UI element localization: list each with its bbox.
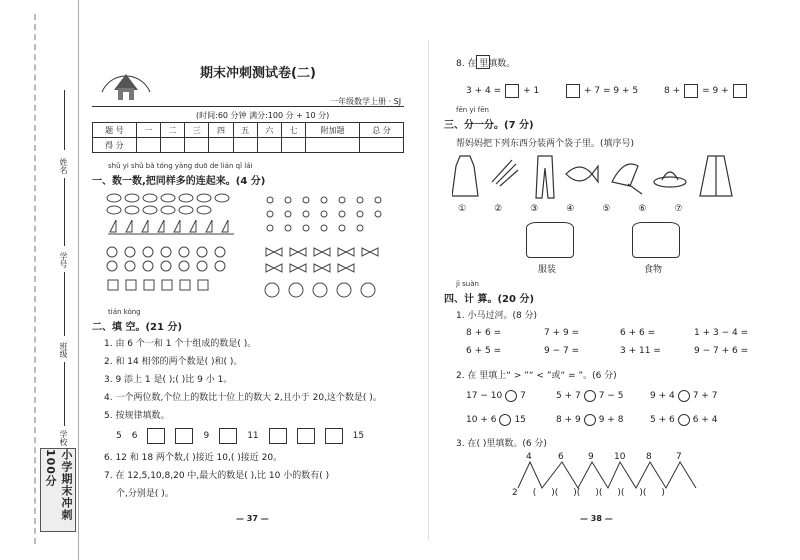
score-table: [92, 122, 404, 153]
eq-text: = 9 +: [702, 86, 729, 96]
seq-answer-box[interactable]: [297, 428, 315, 444]
cmp-left: 17 − 10: [466, 391, 503, 401]
zig-top-5: 8: [646, 452, 652, 462]
q8-equation-3: [664, 84, 747, 98]
score-input[interactable]: [306, 138, 360, 153]
compare-2: [556, 390, 623, 402]
score-input[interactable]: [257, 138, 281, 153]
seq-number: 11: [247, 431, 259, 441]
snail-row: [265, 283, 375, 297]
cmp-right: 7: [520, 391, 526, 401]
s3-pinyin: fēn yi fēn: [456, 106, 489, 114]
calc-4: 1 + 3 − 4 =: [694, 328, 749, 338]
s2-header: 二、填 空。(21 分): [92, 322, 183, 333]
score-input[interactable]: [233, 138, 257, 153]
compare-circle[interactable]: [584, 414, 596, 426]
count-group-right: [262, 190, 402, 302]
item-label: ④: [566, 204, 575, 214]
tortoise-row: [107, 194, 229, 214]
calc-3: 6 + 6 =: [620, 328, 656, 338]
count-group-left: [104, 190, 244, 300]
score-cell: 五: [233, 123, 257, 138]
page-divider: [428, 40, 429, 540]
eq-answer-box[interactable]: [733, 84, 747, 98]
page-number-right: — 38 —: [580, 514, 613, 523]
calc-2: 7 + 9 =: [544, 328, 580, 338]
score-input[interactable]: [281, 138, 305, 153]
cmp-right: 7 + 7: [692, 391, 718, 401]
score-table-header-row: [93, 123, 404, 138]
zig-top-3: 9: [588, 452, 594, 462]
score-input[interactable]: [209, 138, 233, 153]
s4-header: 四、计 算。(20 分): [444, 294, 535, 305]
score-cell: 七: [281, 123, 305, 138]
score-cell: 一: [136, 123, 160, 138]
calc-1: 8 + 6 =: [466, 328, 502, 338]
dress-icon: [452, 156, 478, 196]
zig-bottom-row: [512, 488, 665, 498]
zig-top-6: 7: [676, 452, 682, 462]
s4-part-3: 3. 在( )里填数。(6 分): [456, 439, 547, 449]
s2-question-6: 6. 12 和 18 两个数,( )接近 10,( )接近 20。: [104, 453, 283, 463]
side-brand-logo: 小学期末冲刺100分: [40, 448, 76, 532]
score-cell: 二: [161, 123, 185, 138]
name-line: [64, 90, 65, 150]
item-label: ⑤: [602, 204, 611, 214]
title-rule: [92, 106, 404, 107]
food-bag-label: 食物: [644, 265, 663, 275]
s2-pinyin: tián kòng: [108, 308, 141, 316]
s2-question-3: 3. 9 添上 1 是( );( )比 9 小 1。: [104, 375, 233, 385]
zig-bottom-blank[interactable]: )(: [639, 488, 647, 498]
key-row: [267, 197, 381, 231]
coat-icon: [700, 156, 732, 196]
bow-row: [266, 248, 378, 272]
compare-circle[interactable]: [678, 414, 690, 426]
score-table-score-row: [93, 138, 404, 153]
eq-answer-box[interactable]: [505, 84, 519, 98]
name-label: 姓名: [59, 158, 68, 174]
item-label: ①: [458, 204, 467, 214]
score-cell: 四: [209, 123, 233, 138]
seq-number: 15: [352, 431, 365, 441]
seq-number: 5: [116, 431, 122, 441]
vegetables-icon: [492, 160, 518, 186]
score-input[interactable]: [161, 138, 185, 153]
score-input[interactable]: [185, 138, 209, 153]
compare-1: [466, 390, 526, 402]
page-number-left: — 37 —: [236, 514, 269, 523]
eq-text: 8 +: [664, 86, 681, 96]
calc-6: 9 − 7 =: [544, 346, 580, 356]
bug-row: [108, 280, 208, 290]
left-pictures: [104, 190, 244, 300]
calc-8: 9 − 7 + 6 =: [694, 346, 749, 356]
s3-items-graphic: [452, 152, 742, 202]
score-input[interactable]: [136, 138, 160, 153]
s4-pinyin: jì suàn: [456, 280, 479, 288]
ham-icon: [612, 164, 642, 194]
cmp-left: 5 + 7: [556, 391, 581, 401]
s4-part-2: 2. 在 里填上“ > ”“ < ”或“ = ”。(6 分): [456, 371, 617, 381]
q8-header-text: 8. 在 里填数。: [456, 59, 516, 69]
cmp-right: 7 − 5: [598, 391, 624, 401]
score-cell: 得 分: [93, 138, 137, 153]
zig-bottom-blank[interactable]: ): [661, 488, 665, 498]
score-cell: 三: [185, 123, 209, 138]
class-line: [64, 272, 65, 336]
s3-instruction: 帮妈妈把下列东西分装两个袋子里。(填序号): [456, 139, 635, 149]
zig-top-2: 6: [558, 452, 564, 462]
brand-badge-graphic: [96, 52, 156, 108]
brand-badge: [96, 52, 156, 108]
compare-circle[interactable]: [584, 390, 596, 402]
compare-3: [650, 390, 717, 402]
school-line: [64, 362, 65, 426]
seq-number: 9: [203, 431, 210, 441]
zig-bottom-blank[interactable]: )(: [617, 488, 625, 498]
cmp-right: 15: [514, 415, 526, 425]
s3-items: [452, 152, 742, 202]
score-input[interactable]: [360, 138, 404, 153]
s2-question-1: 1. 由 6 个一和 1 个十组成的数是( )。: [104, 339, 257, 349]
s2-question-5: 5. 按规律填数。: [104, 411, 170, 421]
eq-text: + 1: [523, 86, 540, 96]
s2-question-7b: 个,分别是( )。: [116, 489, 174, 499]
cmp-left: 10 + 6: [466, 415, 497, 425]
compare-circle[interactable]: [499, 414, 511, 426]
clothing-bag[interactable]: [526, 222, 574, 258]
s2-sequence: [116, 428, 364, 444]
binding-margin: [0, 0, 79, 560]
compare-6: [650, 414, 717, 426]
seq-answer-box[interactable]: [147, 428, 165, 444]
zig-bottom-blank[interactable]: (: [532, 488, 537, 498]
eq-text: + 7 = 9 + 5: [584, 86, 639, 96]
q8-equation-1: [466, 84, 539, 98]
calc-5: 6 + 5 =: [466, 346, 502, 356]
exam-subtitle: 一年级数学上册 · SJ: [330, 97, 402, 106]
eq-answer-box[interactable]: [566, 84, 580, 98]
cmp-left: 9 + 4: [650, 391, 675, 401]
s2-question-7a: 7. 在 12,5,10,8,20 中,最大的数是( ),比 10 小的数有( ): [104, 471, 330, 481]
zig-bottom-blank[interactable]: )(: [551, 488, 559, 498]
q8-equation-2: [566, 84, 638, 98]
clothing-bag-label: 服装: [538, 265, 557, 275]
compare-circle[interactable]: [505, 390, 517, 402]
zig-top-4: 10: [614, 452, 626, 462]
fish-icon: [566, 166, 598, 182]
seq-number: 6: [131, 431, 138, 441]
trousers-icon: [536, 156, 554, 198]
sailboat-row: [108, 220, 234, 234]
food-bag[interactable]: [632, 222, 680, 258]
cmp-right: 9 + 8: [598, 415, 624, 425]
zig-bottom-start: 2: [512, 488, 518, 498]
hat-icon: [654, 177, 686, 187]
s4-part-1: 1. 小马过河。(8 分): [456, 311, 538, 321]
cmp-left: 5 + 6: [650, 415, 675, 425]
school-label: 学校: [59, 430, 68, 446]
zig-bottom-blank[interactable]: )(: [595, 488, 603, 498]
time-info: (时间:60 分钟 满分:100 分 + 10 分): [196, 111, 330, 120]
score-cell: 题 号: [93, 123, 137, 138]
s3-header: 三、分一分。(7 分): [444, 120, 534, 131]
item-label: ③: [530, 204, 539, 214]
cmp-left: 8 + 9: [556, 415, 581, 425]
eq-answer-box[interactable]: [684, 84, 698, 98]
compare-4: [466, 414, 526, 426]
exam-title: 期末冲刺测试卷(二): [200, 66, 316, 81]
calc-7: 3 + 11 =: [620, 346, 661, 356]
q8-header-box-icon: [476, 55, 490, 69]
zig-top-1: 4: [526, 452, 532, 462]
seq-answer-box[interactable]: [219, 428, 237, 444]
class-label: 班级: [59, 342, 68, 358]
item-label: ②: [494, 204, 503, 214]
seq-answer-box[interactable]: [175, 428, 193, 444]
score-cell: 附加题: [306, 123, 360, 138]
seq-answer-box[interactable]: [325, 428, 343, 444]
right-pictures: [262, 190, 402, 302]
item-label: ⑥: [638, 204, 647, 214]
eq-text: 3 + 4 =: [466, 86, 502, 96]
cmp-right: 6 + 4: [692, 415, 718, 425]
compare-5: [556, 414, 623, 426]
zig-bottom-blank[interactable]: )(: [573, 488, 581, 498]
s2-question-2: 2. 和 14 相邻的两个数是( )和( )。: [104, 357, 243, 367]
s2-question-4: 4. 一个两位数,个位上的数比十位上的数大 2,且小于 20,这个数是( )。: [104, 393, 382, 403]
compare-circle[interactable]: [678, 390, 690, 402]
seq-answer-box[interactable]: [269, 428, 287, 444]
item-label: ⑦: [674, 204, 683, 214]
s1-pinyin: shǔ yi shǔ bǎ tóng yàng duō de lián qǐ lái: [108, 162, 253, 170]
score-cell: 总 分: [360, 123, 404, 138]
s3-item-labels: [458, 204, 683, 214]
score-cell: 六: [257, 123, 281, 138]
butterfly-row: [107, 247, 225, 271]
s1-header: 一、数一数,把同样多的连起来。(4 分): [92, 176, 266, 187]
id-line: [64, 178, 65, 246]
id-label: 学号: [59, 252, 68, 268]
